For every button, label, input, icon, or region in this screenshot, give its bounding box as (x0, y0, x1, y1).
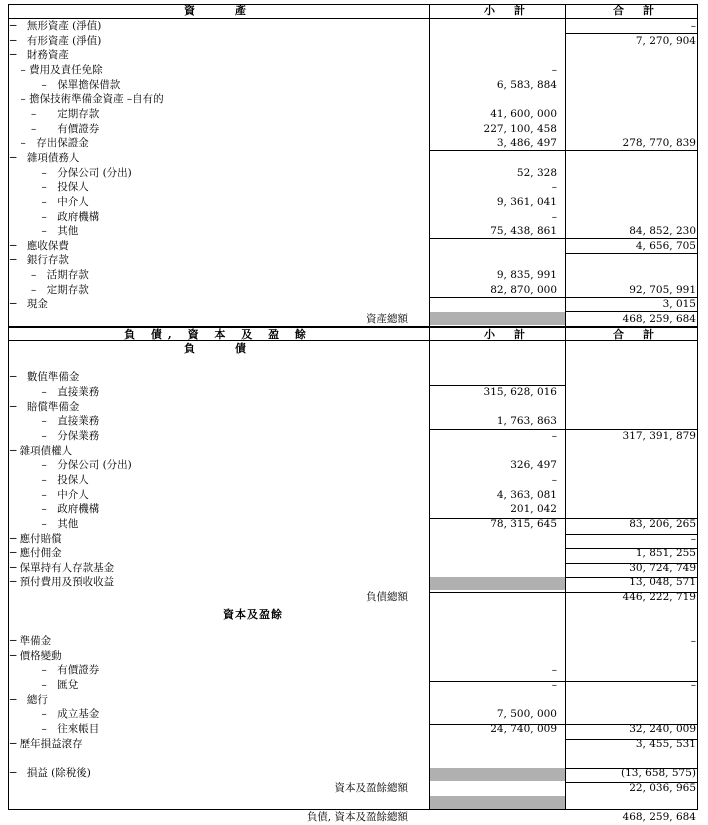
table-row (8, 810, 698, 825)
row-total: 4, 656, 705 (635, 239, 696, 252)
table-row (8, 473, 698, 488)
table-row (8, 239, 698, 254)
row-label: – 中介人 (10, 488, 89, 501)
table-row (8, 370, 698, 385)
summary-label: 資本及盈餘總額 (334, 781, 408, 794)
row-label: – 活期存款 (10, 269, 89, 282)
row-subtotal: – (551, 664, 557, 677)
row-subtotal: 201, 042 (510, 503, 557, 516)
row-subtotal: 82, 870, 000 (490, 283, 557, 296)
row-label: ─ 價格變動 (10, 649, 62, 662)
row-label: – 擔保技術準備金資產 –自有的 (10, 93, 164, 106)
table-row (8, 444, 698, 459)
row-label: – 定期存款 (10, 107, 100, 120)
row-label: – 中介人 (10, 195, 89, 208)
row-label: ─ 數值準備金 (10, 371, 80, 384)
row-subtotal: 326, 497 (510, 459, 557, 472)
row-total: 446, 222, 719 (622, 591, 696, 603)
row-subtotal: – (551, 429, 557, 442)
row-total: – (690, 20, 696, 32)
row-subtotal: 315, 628, 016 (483, 385, 557, 398)
table-row (8, 122, 698, 137)
table-row (8, 297, 698, 312)
row-label: ─ 應收保費 (10, 239, 69, 252)
table-row (8, 195, 698, 210)
table-row (8, 502, 698, 517)
table-row (8, 92, 698, 107)
row-total: 3, 455, 531 (635, 737, 696, 750)
row-subtotal: 41, 600, 000 (490, 107, 557, 120)
assets-header: 資 產 (184, 4, 252, 17)
row-label: ─ 損益 (除稅後) (10, 766, 91, 779)
row-total: 3, 015 (662, 298, 696, 311)
table-row (8, 385, 698, 400)
row-label: – 政府機構 (10, 210, 100, 223)
table-row (8, 605, 698, 620)
row-total: 30, 724, 749 (629, 561, 696, 574)
row-subtotal: 3, 486, 497 (496, 137, 557, 150)
row-label: ─ 無形資產 (淨值) (10, 20, 102, 32)
table-row (8, 224, 698, 239)
row-subtotal: 52, 328 (516, 166, 557, 179)
row-subtotal: 4, 363, 081 (496, 488, 557, 501)
table-row (8, 136, 698, 151)
table-row (8, 78, 698, 93)
row-label: – 存出保證金 (10, 137, 89, 150)
table-row (8, 180, 698, 195)
liabilities-header: 負 債 (184, 342, 252, 355)
table-row (8, 458, 698, 473)
table-row (8, 312, 698, 327)
row-label: – 成立基金 (10, 708, 100, 721)
row-label: – 匯兌 (10, 679, 79, 691)
row-label: – 其他 (10, 517, 79, 530)
row-total: (13, 658, 575) (621, 766, 696, 779)
table-row (8, 34, 698, 49)
row-total: – (690, 532, 696, 545)
row-subtotal: – (551, 181, 557, 194)
table-row (8, 575, 698, 590)
row-total: 278, 770, 839 (622, 137, 696, 150)
table-row (8, 283, 698, 298)
row-subtotal: 227, 100, 458 (483, 122, 557, 135)
row-subtotal: 7, 500, 000 (496, 708, 557, 721)
row-total: 84, 852, 230 (629, 225, 696, 238)
row-subtotal: 78, 315, 645 (490, 517, 557, 530)
table-row (8, 634, 698, 649)
row-label: ─ 現金 (10, 298, 48, 311)
table-row (8, 781, 698, 796)
row-label: – 直接業務 (10, 415, 100, 428)
row-label: – 有價證券 (10, 122, 100, 135)
row-label: ─ 財務資產 (10, 49, 69, 62)
table-row (8, 341, 698, 356)
balance-sheet (8, 4, 698, 823)
row-total: 1, 851, 255 (635, 547, 696, 560)
row-label: – 定期存款 (10, 283, 89, 296)
row-total: 92, 705, 991 (629, 283, 696, 296)
table-row (8, 751, 698, 766)
liab-capital-header: 負 債, 資 本 及 盈 餘 (124, 328, 312, 341)
table-row (8, 151, 698, 166)
row-label: ─ 總行 (10, 693, 48, 706)
table-row (8, 48, 698, 63)
row-label: ─ 應付賠償 (10, 532, 62, 545)
table-row (8, 561, 698, 576)
summary-label: 負債, 資本及盈餘總額 (306, 810, 408, 823)
table-row (8, 546, 698, 561)
table-row (8, 707, 698, 722)
row-subtotal: – (551, 473, 557, 486)
row-total: 83, 206, 265 (629, 517, 696, 530)
summary-label: 負債總額 (366, 591, 408, 603)
table-row (8, 19, 698, 34)
table-row (8, 166, 698, 181)
row-total: 468, 259, 684 (622, 313, 696, 325)
row-label: – 直接業務 (10, 385, 100, 398)
table-row (8, 649, 698, 664)
table-row (8, 590, 698, 605)
table-row (8, 693, 698, 708)
table-row (8, 356, 698, 371)
row-label: ─ 準備金 (10, 635, 52, 647)
row-label: ─ 應付佣金 (10, 547, 62, 560)
table-row (8, 619, 698, 634)
total-header-2: 合 計 (613, 328, 658, 341)
row-label: – 分保公司 (分出) (10, 166, 132, 179)
row-label: – 費用及責任免除 (10, 64, 103, 76)
row-subtotal: 1, 763, 863 (496, 415, 557, 428)
table-row (8, 268, 698, 283)
row-label: – 投保人 (10, 181, 89, 194)
row-label: ─ 有形資產 (淨值) (10, 34, 102, 47)
row-total: 468, 259, 684 (622, 810, 696, 823)
row-label: – 政府機構 (10, 503, 100, 516)
table-row (8, 722, 698, 737)
row-total: 7, 270, 904 (635, 34, 696, 47)
table-row (8, 737, 698, 752)
subtotal-header-2: 小 計 (484, 328, 529, 341)
row-label: – 保單擔保借款 (10, 78, 121, 91)
table-row (8, 795, 698, 810)
table-row (8, 678, 698, 693)
row-label: ─ 賠償準備金 (10, 400, 80, 413)
row-subtotal: 9, 835, 991 (496, 269, 557, 282)
row-label: – 有價證券 (10, 664, 100, 677)
table-row (8, 107, 698, 122)
table-row (8, 532, 698, 547)
row-label: – 投保人 (10, 473, 89, 486)
row-label: ─ 雜項債權人 (10, 444, 73, 457)
capital-header: 資本及盈餘 (223, 608, 283, 621)
row-subtotal: 9, 361, 041 (496, 195, 557, 208)
table-row (8, 766, 698, 781)
row-label: ─ 保單持有人存款基金 (10, 561, 115, 574)
table-row (8, 400, 698, 415)
table-row (8, 63, 698, 78)
row-total: 22, 036, 965 (629, 781, 696, 794)
row-label: ─ 銀行存款 (10, 254, 69, 267)
row-label: ─ 雜項債務人 (10, 151, 80, 164)
row-subtotal: 24, 740, 009 (490, 722, 557, 735)
table-row (8, 663, 698, 678)
subtotal-header: 小 計 (484, 4, 529, 17)
row-label: – 分保公司 (分出) (10, 459, 132, 472)
row-subtotal: – (551, 210, 557, 223)
row-total: 317, 391, 879 (622, 429, 696, 442)
table-row (8, 210, 698, 225)
row-subtotal: – (551, 679, 557, 691)
row-label: ─ 歷年損益滾存 (10, 737, 83, 750)
row-label: ─ 預付費用及預收收益 (10, 576, 115, 589)
row-subtotal: – (551, 64, 557, 76)
row-subtotal: 75, 438, 861 (490, 225, 557, 238)
row-total: 32, 240, 009 (629, 722, 696, 735)
row-label: – 分保業務 (10, 429, 100, 442)
table-row (8, 429, 698, 444)
table-row (8, 488, 698, 503)
summary-label: 資產總額 (366, 313, 408, 325)
table-row (8, 517, 698, 532)
table-row (8, 253, 698, 268)
row-total: 13, 048, 571 (629, 576, 696, 589)
row-label: – 往來帳目 (10, 722, 100, 735)
total-header: 合 計 (613, 4, 658, 17)
row-total: – (690, 679, 696, 691)
row-total: – (690, 635, 696, 647)
row-subtotal: 6, 583, 884 (496, 78, 557, 91)
row-label: – 其他 (10, 225, 79, 238)
table-row (8, 414, 698, 429)
